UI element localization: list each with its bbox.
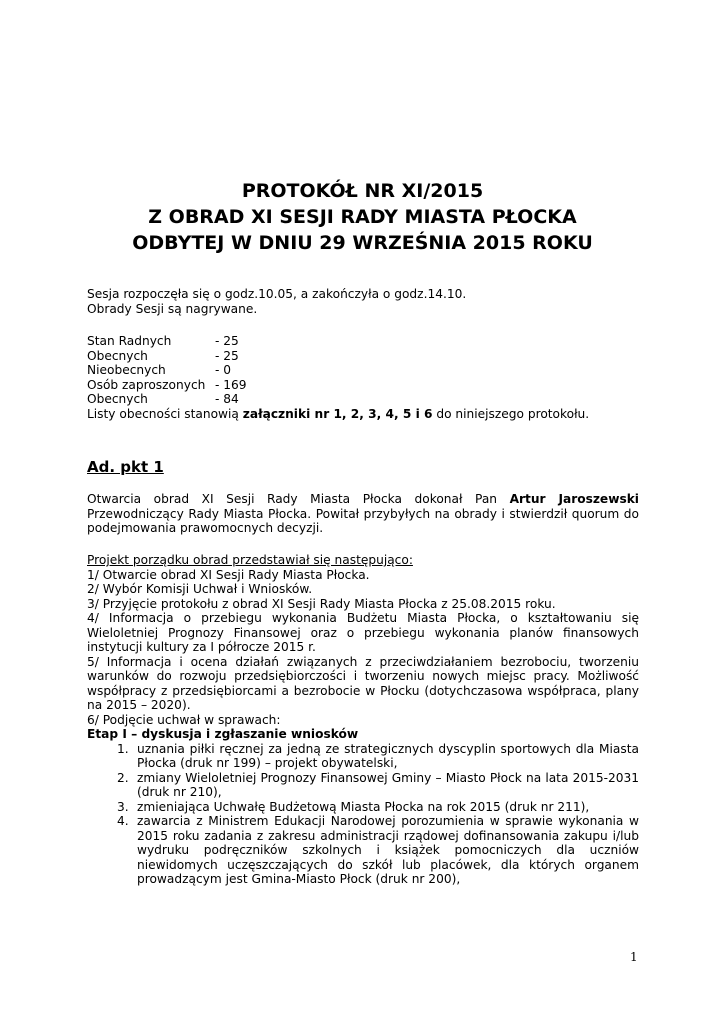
stat-value: - 169	[215, 377, 247, 392]
agenda-item: 1/ Otwarcie obrad XI Sesji Rady Miasta Płocka.	[87, 567, 370, 582]
session-intro	[87, 287, 639, 316]
list-item: 1. uznania piłki ręcznej za jedną ze strategicznych dyscyplin sportowych dla Miasta Płocka (druk nr 199) – projekt obywatelski,	[117, 741, 639, 770]
agenda	[87, 553, 639, 887]
stat-row	[87, 392, 639, 407]
agenda-item: 4/ Informacja o przebiegu wykonania Budżetu Miasta Płocka, o kształtowaniu się Wieloletniej Prognozy Finansowej oraz o przebiegu wykonania planów finansowych instytucji kultury za I półrocze 2015 r.	[87, 611, 639, 654]
stat-value: - 84	[215, 392, 239, 406]
agenda-item: 6/ Podjęcie uchwał w sprawach:	[87, 712, 281, 727]
stat-label: Nieobecnych	[87, 363, 166, 377]
stat-row	[87, 334, 639, 349]
stat-value: - 25	[215, 334, 239, 348]
session-times: Sesja rozpoczęła się o godz.10.05, a zakończyła o godz.14.10.	[87, 287, 467, 301]
agenda-item: 3/ Przyjęcie protokołu z obrad XI Sesji Rady Miasta Płocka z 25.08.2015 roku.	[87, 596, 556, 611]
agenda-item: 2/ Wybór Komisji Uchwał i Wniosków.	[87, 582, 313, 596]
resolution-list	[87, 742, 639, 887]
stat-value: - 25	[215, 348, 239, 363]
agenda-item: 5/ Informacja i ocena działań związanych z przeciwdziałaniem bezrobociu, tworzeniu warunków do rozwoju przedsiębiorczości i tworzeniu nowych miejsc pracy. Możliwość współpracy z przedsiębiorcami a bezrobocie w Płocku (dotychczasowa współpraca, plany na 2015 – 2020).	[87, 654, 639, 712]
page-number: 1	[630, 950, 638, 964]
list-item: 3. zmieniająca Uchwałę Budżetową Miasta Płocka na rok 2015 (druk nr 211),	[117, 799, 590, 814]
list-item: 2. zmiany Wieloletniej Prognozy Finansowej Gminy – Miasto Płock na lata 2015-2031 (druk nr 210),	[117, 770, 639, 799]
section-heading: Ad. pkt 1	[87, 458, 164, 476]
stat-label: Obecnych	[87, 392, 148, 406]
stat-label: Obecnych	[87, 348, 148, 363]
title-line-3: ODBYTEJ W DNIU 29 WRZEŚNIA 2015 ROKU	[132, 232, 593, 254]
attachments-ref: załączniki nr 1, 2, 3, 4, 5 i 6	[242, 406, 433, 421]
stat-label: Osób zaproszonych	[87, 377, 206, 392]
stat-row	[87, 349, 639, 364]
opening-paragraph: Otwarcia obrad XI Sesji Rady Miasta Płocka dokonał Pan Artur Jaroszewski Przewodniczący Rady Miasta Płocka. Powitał przybyłych na obrady i stwierdził quorum do podejmowania prawomocnych decyzji.	[87, 492, 639, 535]
document-title	[0, 178, 725, 256]
stat-value: - 0	[215, 363, 232, 377]
title-line-1: PROTOKÓŁ NR XI/2015	[241, 180, 484, 202]
agenda-intro: Projekt porządku obrad przedstawiał się następująco:	[87, 553, 413, 567]
recording-note: Obrady Sesji są nagrywane.	[87, 301, 258, 316]
attendance-stats	[87, 334, 639, 421]
chairman-name: Artur Jaroszewski	[509, 492, 639, 506]
list-item: 4. zawarcia z Ministrem Edukacji Narodowej porozumienia w sprawie wykonania w 2015 roku zadania z zakresu administracji rządowej dofinansowania zakupu i/lub wydruku podręczników szkolnych i książek pomocniczych dla uczniów niewidomych uczęszczających do szkół lub placówek, dla których organem prowadzącym jest Gmina-Miasto Płock (druk nr 200),	[117, 814, 639, 886]
attendance-attachments: Listy obecności stanowią załączniki nr 1, 2, 3, 4, 5 i 6 do niniejszego protokołu.	[87, 406, 590, 421]
stat-row	[87, 363, 639, 378]
stat-row	[87, 378, 639, 393]
stage-heading: Etap I – dyskusja i zgłaszanie wniosków	[87, 727, 359, 741]
stat-label: Stan Radnych	[87, 334, 172, 348]
title-line-2: Z OBRAD XI SESJI RADY MIASTA PŁOCKA	[148, 206, 577, 228]
